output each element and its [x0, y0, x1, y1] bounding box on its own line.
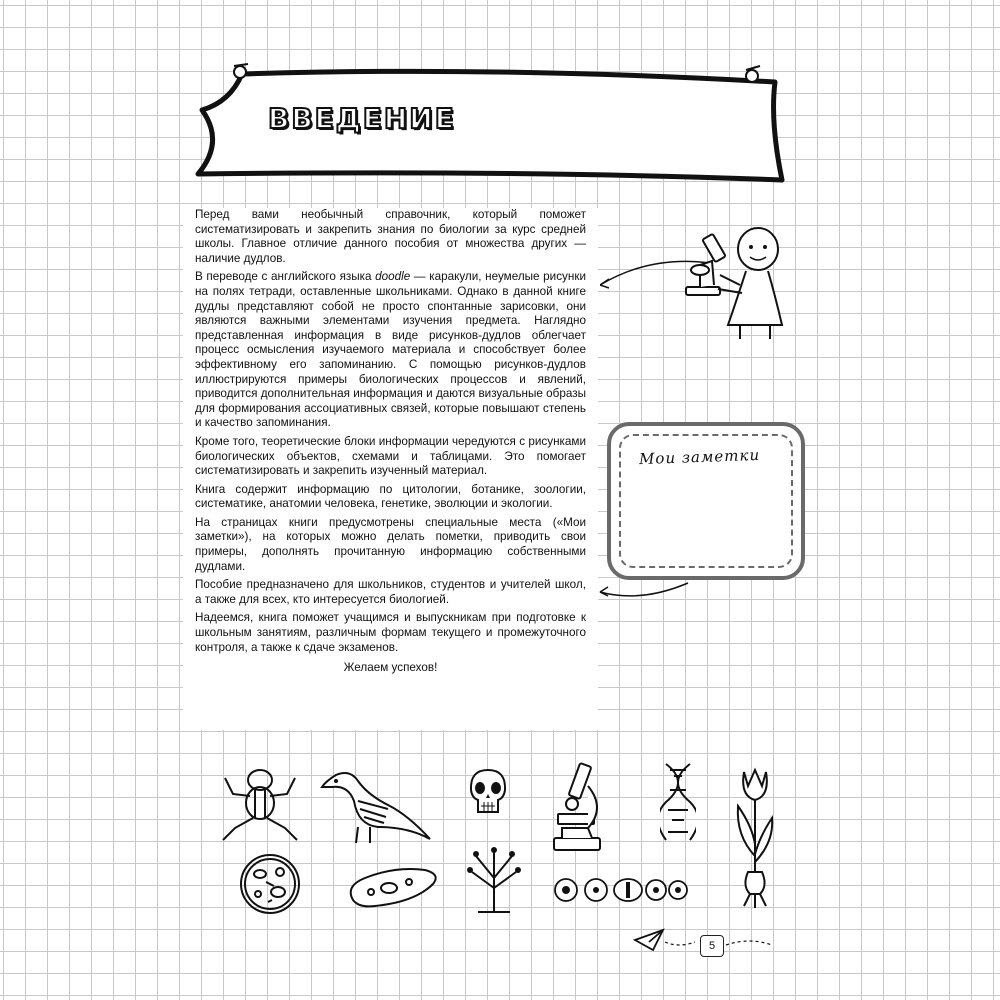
bird-skeleton-icon	[318, 765, 433, 845]
paramecium-icon	[345, 862, 440, 912]
mitosis-icon	[552, 872, 692, 908]
trail-dashes-icon	[724, 937, 774, 953]
mold-icon	[458, 842, 530, 914]
intro-paragraph: Перед вами необычный справочник, который поможет систематизировать и закрепить знания по биологии за курс средней школы. Главное отличие данного пособия от множества других — наличие дудлов.	[195, 208, 586, 265]
frog-skeleton-icon	[215, 758, 305, 843]
page-number: 5	[700, 935, 724, 957]
skull-icon	[468, 768, 508, 816]
wish-line: Желаем успехов!	[343, 661, 438, 675]
notes-arrow-icon	[596, 565, 696, 605]
doodle-term: doodle	[375, 270, 411, 284]
tulip-icon	[730, 766, 780, 916]
intro-text	[183, 208, 598, 730]
intro-paragraph: Кроме того, теоретические блоки информации чередуются с рисунками биологических объектов, схемами и таблицами. Это помогает систематизировать и закрепить изученный материал.	[195, 434, 586, 478]
notes-title: Мои заметки	[638, 445, 761, 469]
pin-right-icon	[746, 66, 760, 82]
intro-paragraph: Пособие предназначено для школьников, студентов и учителей школ, а также для всех, кто интересуется биологией.	[195, 578, 586, 606]
paper-plane-icon	[633, 926, 695, 954]
microscope-icon	[548, 758, 608, 853]
intro-paragraph: Надеемся, книга поможет учащимся и выпускникам при подготовке к школьным занятиям, различным формам текущего и промежуточного контроля, а также к сдаче экзаменов.	[195, 611, 586, 654]
notes-card	[607, 422, 805, 580]
cell-dish-icon	[238, 852, 302, 916]
intro-paragraph: Книга содержит информацию по цитологии, ботанике, зоологии, систематике, анатомии человека, генетике, эволюции и экологии.	[195, 482, 586, 511]
title-banner	[190, 62, 790, 192]
intro-paragraph: На страницах книги предусмотрены специальные места («Мои заметки»), на которых можно делать пометки, приводить свои примеры, дополнять прочитанную информацию собственными дудлами.	[195, 515, 586, 573]
intro-paragraph: В переводе с английского языка doodle — каракули, неумелые рисунки на полях тетради, оставленные школьниками. Однако в данной книге дудлы представляют собой не просто спонтанные зарисовки, они являются важными элементами изучения предмета. Наглядно представленная информация в виде рисунков-дудлов облегчает процесс осмысления изучаемого материала и способствует более эффективному его запоминанию. С помощью рисунков-дудлов иллюстрируются примеры биологических процессов и явлений, приводится дополнительная информация и даются визуальные образы для формирования ассоциативных связей, которые повышают степень и качество запоминания.	[195, 270, 586, 430]
microscope-kid-icon	[600, 215, 800, 345]
page-title: ВВЕДЕНИЕ	[268, 102, 456, 135]
dna-icon	[660, 762, 696, 842]
